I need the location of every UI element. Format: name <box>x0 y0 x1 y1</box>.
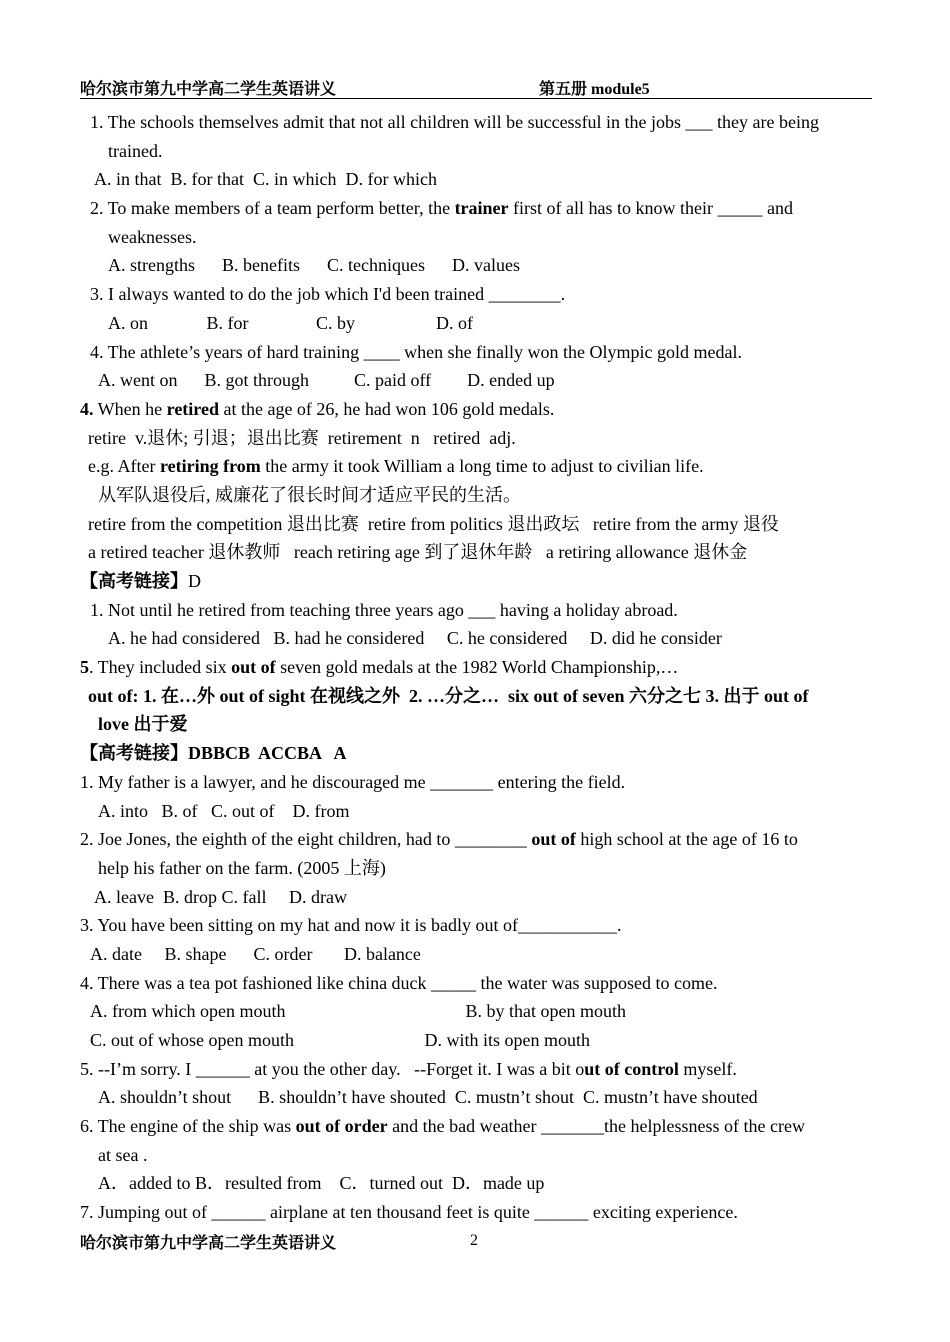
text-line <box>80 1169 872 1198</box>
text-line <box>80 251 872 280</box>
text-line <box>80 395 872 424</box>
text-line <box>80 338 872 367</box>
text-line <box>80 567 872 596</box>
text-line <box>80 280 872 309</box>
text-line <box>80 1198 872 1227</box>
text-line <box>80 854 872 883</box>
text-line <box>80 481 872 510</box>
text-line <box>80 1026 872 1055</box>
text-segment: retire v.退休; 引退；退出比赛 retirement n retired adj. <box>88 427 516 448</box>
text-segment: retire from the competition 退出比赛 retire from politics 退出政坛 retire from the army 退役 <box>88 513 779 534</box>
text-line <box>80 797 872 826</box>
text-segment: 2. To make members of a team perform better, the <box>90 198 455 219</box>
text-segment: and the bad weather _______the helplessness of the crew <box>387 1116 805 1137</box>
bold-text: out of: 1. 在…外 out of sight 在视线之外 2. …分之… six out of seven 六分之七 3. 出于 out of <box>88 685 809 706</box>
text-segment: A. he had considered B. had he considered C. he considered D. did he consider <box>108 628 722 649</box>
text-line <box>80 911 872 940</box>
text-line <box>80 710 872 739</box>
text-segment: the army it took William a long time to adjust to civilian life. <box>260 456 704 477</box>
text-segment: at sea . <box>98 1144 148 1165</box>
text-segment: seven gold medals at the 1982 World Championship,… <box>275 657 679 678</box>
text-line <box>80 137 872 166</box>
bold-text: trainer <box>454 198 509 219</box>
page-header <box>80 76 872 99</box>
text-segment: 从军队退役后, 威廉花了很长时间才适应平民的生活。 <box>98 484 521 505</box>
page-number: 2 <box>470 1232 478 1249</box>
text-segment: 1. My father is a lawyer, and he discouraged me _______ entering the field. <box>80 771 626 792</box>
text-line <box>80 510 872 539</box>
text-line <box>80 1112 872 1141</box>
text-line <box>80 969 872 998</box>
text-line <box>80 940 872 969</box>
text-segment: A. on B. for C. by D. of <box>108 312 473 333</box>
text-segment: . They included six <box>89 657 232 678</box>
text-segment: 3. You have been sitting on my hat and now it is badly out of___________. <box>80 915 622 936</box>
text-segment: When he <box>93 398 167 419</box>
text-segment: A. into B. of C. out of D. from <box>98 800 350 821</box>
text-line <box>80 309 872 338</box>
text-line <box>80 682 872 711</box>
text-line <box>80 1055 872 1084</box>
text-segment: A．added to B．resulted from C．turned out D．made up <box>98 1173 545 1194</box>
bold-text: out of <box>231 657 276 678</box>
text-segment: A. date B. shape C. order D. balance <box>90 943 421 964</box>
text-segment: first of all has to know their _____ and <box>508 198 793 219</box>
text-line <box>80 653 872 682</box>
text-segment: 5. --I’m sorry. I ______ at you the other day. --Forget it. I was a bit o <box>80 1058 585 1079</box>
text-line <box>80 165 872 194</box>
text-segment: high school at the age of 16 to <box>575 829 798 850</box>
text-segment: 1. Not until he retired from teaching three years ago ___ having a holiday abroad. <box>90 599 678 620</box>
bold-text: out of order <box>295 1116 388 1137</box>
text-segment: at the age of 26, he had won 106 gold medals. <box>218 398 555 419</box>
bold-text: out of <box>531 829 576 850</box>
text-segment: weaknesses. <box>108 226 197 247</box>
text-line <box>80 997 872 1026</box>
footer-school-title: 哈尔滨市第九中学高二学生英语讲义 <box>80 1235 337 1252</box>
text-line <box>80 1141 872 1170</box>
text-segment: A. strengths B. benefits C. techniques D. values <box>108 255 520 276</box>
bold-text: retired <box>166 398 219 419</box>
text-segment: 1. The schools themselves admit that not all children will be successful in the jobs ___ they are being <box>90 112 820 132</box>
bold-text: love 出于爱 <box>98 714 188 735</box>
text-segment: trained. <box>108 140 163 161</box>
text-segment: 6. The engine of the ship was <box>80 1116 296 1137</box>
text-line <box>80 366 872 395</box>
text-line <box>80 223 872 252</box>
text-line <box>80 596 872 625</box>
text-segment: A. in that B. for that C. in which D. for which <box>94 169 437 190</box>
text-segment: help his father on the farm. (2005 上海) <box>98 857 386 878</box>
text-line <box>80 194 872 223</box>
text-segment: A. shouldn’t shout B. shouldn’t have shouted C. mustn’t shout C. mustn’t have shouted <box>98 1087 758 1108</box>
text-segment: A. from which open mouth B. by that open mouth <box>90 1001 626 1022</box>
text-segment: 7. Jumping out of ______ airplane at ten thousand feet is quite ______ exciting experience. <box>80 1202 738 1223</box>
text-segment: A. went on B. got through C. paid off D. ended up <box>98 370 555 391</box>
text-line <box>80 108 872 137</box>
bold-text: 5 <box>80 657 89 678</box>
bold-text: 【高考链接】 <box>80 571 188 591</box>
text-line <box>80 452 872 481</box>
bold-text: 4. <box>80 398 94 419</box>
header-school-title: 哈尔滨市第九中学高二学生英语讲义 <box>80 81 337 98</box>
text-segment: 4. There was a tea pot fashioned like china duck _____ the water was supposed to come. <box>80 972 718 993</box>
document-body <box>80 108 872 1227</box>
text-segment: a retired teacher 退休教师 reach retiring age 到了退休年龄 a retiring allowance 退休金 <box>88 542 748 563</box>
text-segment: myself. <box>678 1058 737 1079</box>
text-segment: 2. Joe Jones, the eighth of the eight children, had to ________ <box>80 829 532 850</box>
bold-text: 【高考链接】DBBCB ACCBA A <box>80 743 347 764</box>
text-line <box>80 1083 872 1112</box>
bold-text: ut of control <box>584 1058 679 1079</box>
text-line <box>80 825 872 854</box>
text-segment: C. out of whose open mouth D. with its open mouth <box>90 1030 590 1050</box>
text-line <box>80 424 872 453</box>
text-line <box>80 538 872 567</box>
text-segment: D <box>188 571 201 591</box>
text-segment: e.g. After <box>88 456 160 477</box>
text-segment: A. leave B. drop C. fall D. draw <box>94 886 347 907</box>
text-segment: 3. I always wanted to do the job which I'd been trained ________. <box>90 284 566 305</box>
text-segment: 4. The athlete’s years of hard training ____ when she finally won the Olympic gold medal. <box>90 341 743 362</box>
text-line <box>80 624 872 653</box>
header-book-module: 第五册 module5 <box>539 81 650 98</box>
text-line <box>80 883 872 912</box>
bold-text: retiring from <box>159 456 261 477</box>
text-line <box>80 768 872 797</box>
text-line <box>80 739 872 768</box>
